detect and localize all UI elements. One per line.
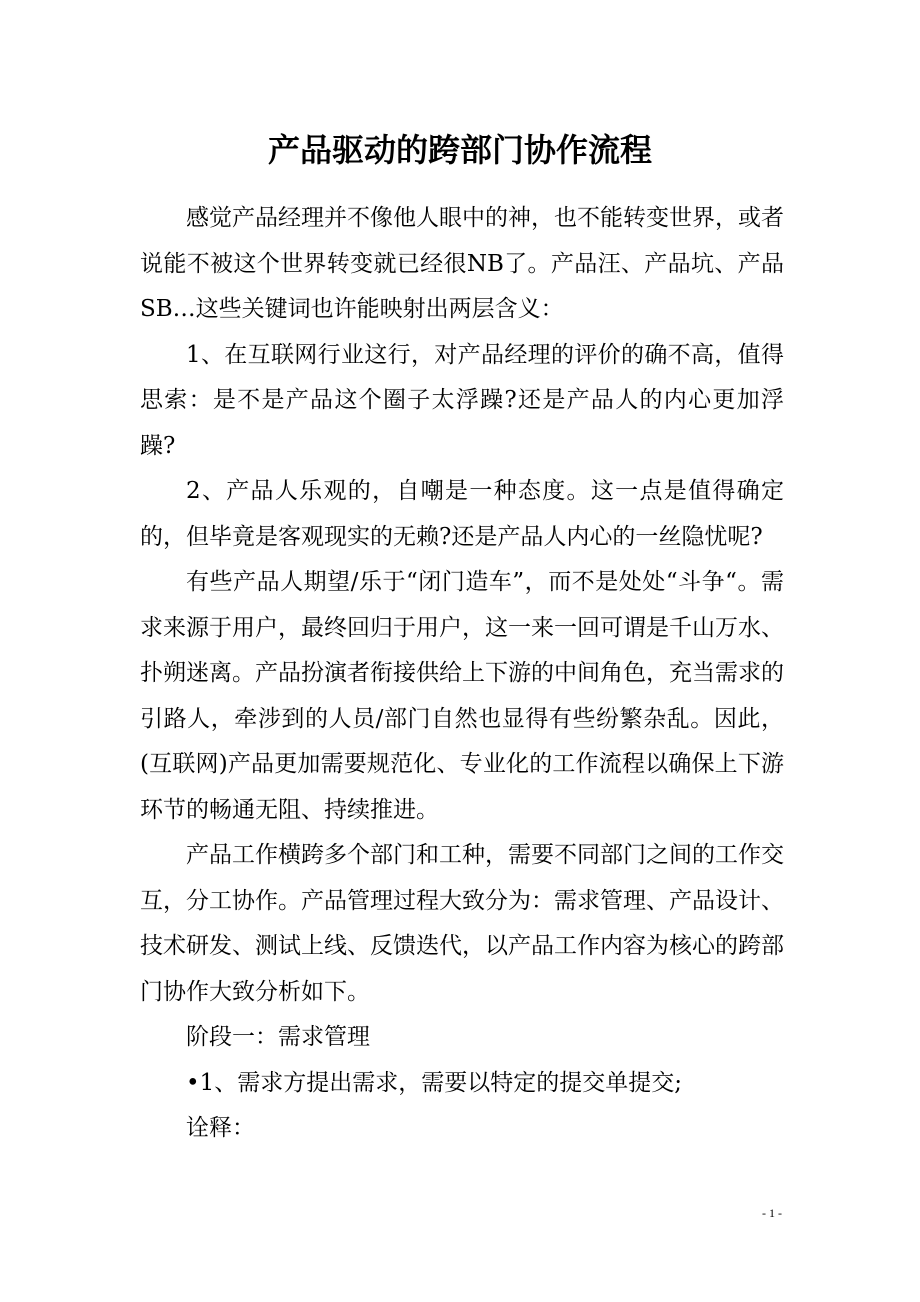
- paragraph-point-1: 1、在互联网行业这行，对产品经理的评价的确不高，值得思索：是不是产品这个圈子太浮躁?还是产品人的内心更加浮躁?: [140, 341, 784, 459]
- paragraph-process-overview: 产品工作横跨多个部门和工种，需要不同部门之间的工作交互，分工协作。产品管理过程大致分为：需求管理、产品设计、技术研发、测试上线、反馈迭代，以产品工作内容为核心的跨部门协作大致分析如下。: [140, 842, 784, 1005]
- document-title: 产品驱动的跨部门协作流程: [267, 131, 652, 169]
- page-number: - 1 -: [762, 1206, 782, 1220]
- paragraph-intro: 感觉产品经理并不像他人眼中的神，也不能转变世界，或者说能不被这个世界转变就已经很NB了。产品汪、产品坑、产品SB…这些关键词也许能映射出两层含义：: [140, 205, 784, 322]
- section-heading-stage-1: 阶段一：需求管理: [186, 1024, 370, 1050]
- paragraph-point-2: 2、产品人乐观的，自嘲是一种态度。这一点是值得确定的，但毕竟是客观现实的无赖?还是产品人内心的一丝隐忧呢?: [140, 478, 784, 550]
- paragraph-explanation-label: 诠释：: [186, 1115, 255, 1141]
- paragraph-collaboration: 有些产品人期望/乐于“闭门造车”，而不是处处“斗争“。需求来源于用户，最终回归于用户，这一来一回可谓是千山万水、扑朔迷离。产品扮演者衔接供给上下游的中间角色，充当需求的引路人，牵涉到的人员/部门自然也显得有些纷繁杂乱。因此，(互联网)产品更加需要规范化、专业化的工作流程以确保上下游环节的畅通无阻、持续推进。: [140, 569, 784, 823]
- document-body: [140, 196, 784, 1152]
- list-item-1: •1、需求方提出需求，需要以特定的提交单提交;: [186, 1069, 682, 1096]
